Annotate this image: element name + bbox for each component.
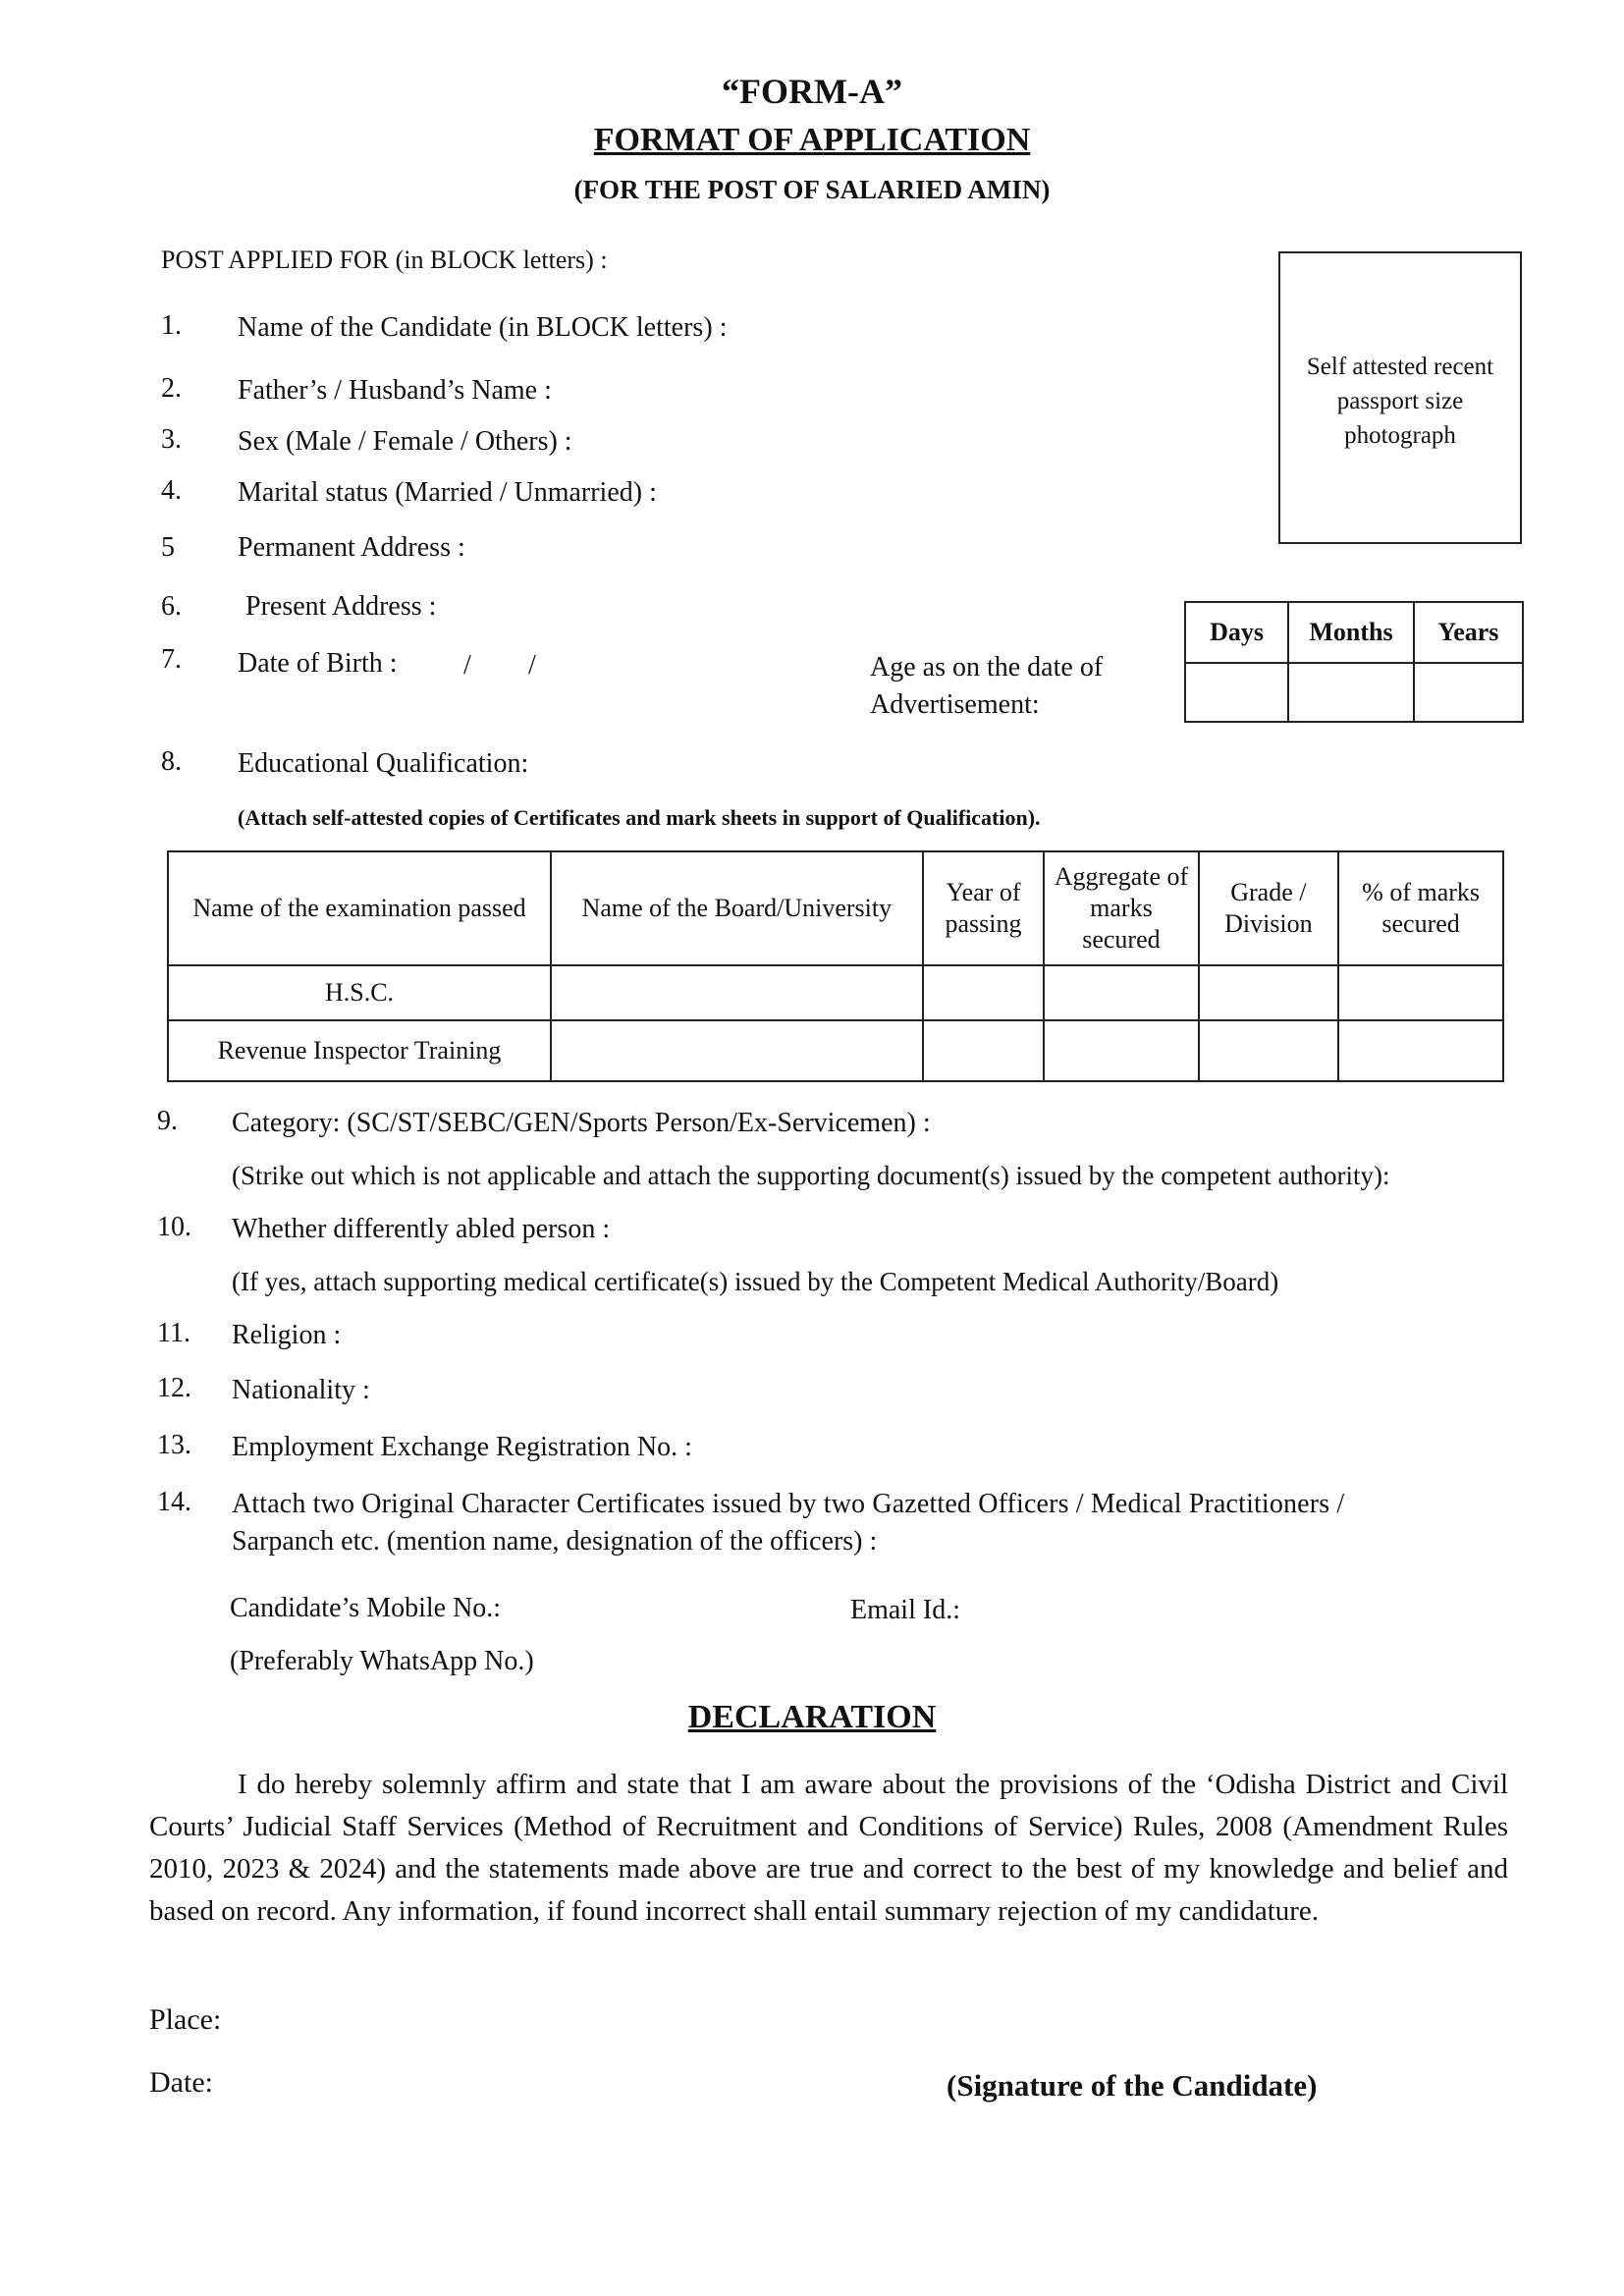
field-4-label: Marital status (Married / Unmarried) : xyxy=(238,477,657,508)
photo-box xyxy=(1278,251,1522,544)
edu-header-grade: Grade / Division xyxy=(1199,851,1339,965)
edu-cell[interactable] xyxy=(923,965,1045,1020)
date-label: Date: xyxy=(149,2066,213,2099)
field-3-label: Sex (Male / Female / Others) : xyxy=(238,426,572,457)
field-5-number: 5 xyxy=(161,532,175,563)
edu-cell[interactable] xyxy=(1338,1020,1503,1081)
field-7-number: 7. xyxy=(161,644,182,675)
photo-box-text: Self attested recent passport size photograph xyxy=(1306,354,1494,449)
edu-row-hsc: H.S.C. xyxy=(168,965,551,1020)
edu-cell[interactable] xyxy=(551,965,923,1020)
field-2-number: 2. xyxy=(161,373,182,404)
field-4-number: 4. xyxy=(161,475,182,506)
age-label-line2: Advertisement: xyxy=(870,689,1040,720)
age-header-months: Months xyxy=(1288,602,1414,663)
edu-header-board: Name of the Board/University xyxy=(551,851,923,965)
field-12-number: 12. xyxy=(157,1373,191,1403)
form-title: “FORM-A” xyxy=(722,72,902,111)
field-2-label: Father’s / Husband’s Name : xyxy=(238,375,552,406)
field-8-label: Educational Qualification: xyxy=(238,748,529,779)
age-label-line1: Age as on the date of xyxy=(870,652,1104,683)
table-row xyxy=(168,965,1503,1020)
field-7-label: Date of Birth : xyxy=(238,648,398,679)
edu-cell[interactable] xyxy=(1199,1020,1339,1081)
edu-header-percent: % of marks secured xyxy=(1338,851,1503,965)
edu-cell[interactable] xyxy=(1044,965,1198,1020)
mobile-label: Candidate’s Mobile No.: xyxy=(230,1593,502,1623)
edu-cell[interactable] xyxy=(1044,1020,1198,1081)
declaration-body: I do hereby solemnly affirm and state that I am aware about the provisions of the ‘Odisha District and Civil Courts’ Judicial Staff Services (Method of Recruitment and Conditions of Service) Rules, 2008 (Amendment Rules 2010, 2023 & 2024) and the statements made above are true and correct to the best of my knowledge and belief and based on record. Any information, if found incorrect shall entail summary rejection of my candidature. xyxy=(149,1769,1508,1927)
declaration-title: DECLARATION xyxy=(687,1699,937,1735)
age-days-cell[interactable] xyxy=(1185,663,1288,722)
field-8-number: 8. xyxy=(161,746,182,777)
field-9-label: Category: (SC/ST/SEBC/GEN/Sports Person/Ex-Servicemen) : xyxy=(232,1108,931,1138)
edu-cell[interactable] xyxy=(923,1020,1045,1081)
age-months-cell[interactable] xyxy=(1288,663,1414,722)
dob-separator-1: / xyxy=(463,650,471,681)
table-row xyxy=(168,1020,1503,1081)
field-6-label: Present Address : xyxy=(245,591,437,622)
field-6-number: 6. xyxy=(161,591,182,622)
field-11-label: Religion : xyxy=(232,1320,342,1350)
field-13-label: Employment Exchange Registration No. : xyxy=(232,1432,692,1462)
edu-cell[interactable] xyxy=(551,1020,923,1081)
signature-label: (Signature of the Candidate) xyxy=(947,2068,1318,2103)
field-9-number: 9. xyxy=(157,1106,178,1136)
field-12-label: Nationality : xyxy=(232,1375,370,1405)
place-label: Place: xyxy=(149,2003,222,2036)
field-11-number: 11. xyxy=(157,1318,190,1348)
field-3-number: 3. xyxy=(161,424,182,455)
post-applied-label: POST APPLIED FOR (in BLOCK letters) : xyxy=(161,246,608,274)
age-years-cell[interactable] xyxy=(1414,663,1523,722)
edu-header-year: Year of passing xyxy=(923,851,1045,965)
field-14-line1: Attach two Original Character Certificates issued by two Gazetted Officers / Medical Practitioners / xyxy=(232,1489,1345,1519)
field-10-note: (If yes, attach supporting medical certificate(s) issued by the Competent Medical Authority/Board) xyxy=(232,1267,1279,1296)
education-table xyxy=(167,850,1504,1082)
education-note: (Attach self-attested copies of Certificates and mark sheets in support of Qualification). xyxy=(238,805,1041,830)
mobile-note: (Preferably WhatsApp No.) xyxy=(230,1646,534,1676)
field-14-number: 14. xyxy=(157,1487,191,1517)
field-10-number: 10. xyxy=(157,1212,191,1242)
age-header-days: Days xyxy=(1185,602,1288,663)
field-1-number: 1. xyxy=(161,310,182,341)
field-9-note: (Strike out which is not applicable and attach the supporting document(s) issued by the competent authority): xyxy=(232,1161,1390,1190)
dob-separator-2: / xyxy=(528,650,536,681)
edu-header-aggregate: Aggregate of marks secured xyxy=(1044,851,1198,965)
email-label: Email Id.: xyxy=(850,1595,960,1625)
age-table xyxy=(1184,601,1524,723)
edu-cell[interactable] xyxy=(1199,965,1339,1020)
edu-row-ri-training: Revenue Inspector Training xyxy=(168,1020,551,1081)
field-10-label: Whether differently abled person : xyxy=(232,1214,611,1244)
field-5-label: Permanent Address : xyxy=(238,532,465,563)
edu-cell[interactable] xyxy=(1338,965,1503,1020)
field-14-line2: Sarpanch etc. (mention name, designation of the officers) : xyxy=(232,1526,878,1557)
format-title: FORMAT OF APPLICATION xyxy=(593,122,1031,158)
field-13-number: 13. xyxy=(157,1430,191,1460)
field-1-label: Name of the Candidate (in BLOCK letters) : xyxy=(238,312,728,343)
edu-header-exam: Name of the examination passed xyxy=(168,851,551,965)
age-header-years: Years xyxy=(1414,602,1523,663)
post-subtitle: (FOR THE POST OF SALARIED AMIN) xyxy=(573,175,1051,204)
